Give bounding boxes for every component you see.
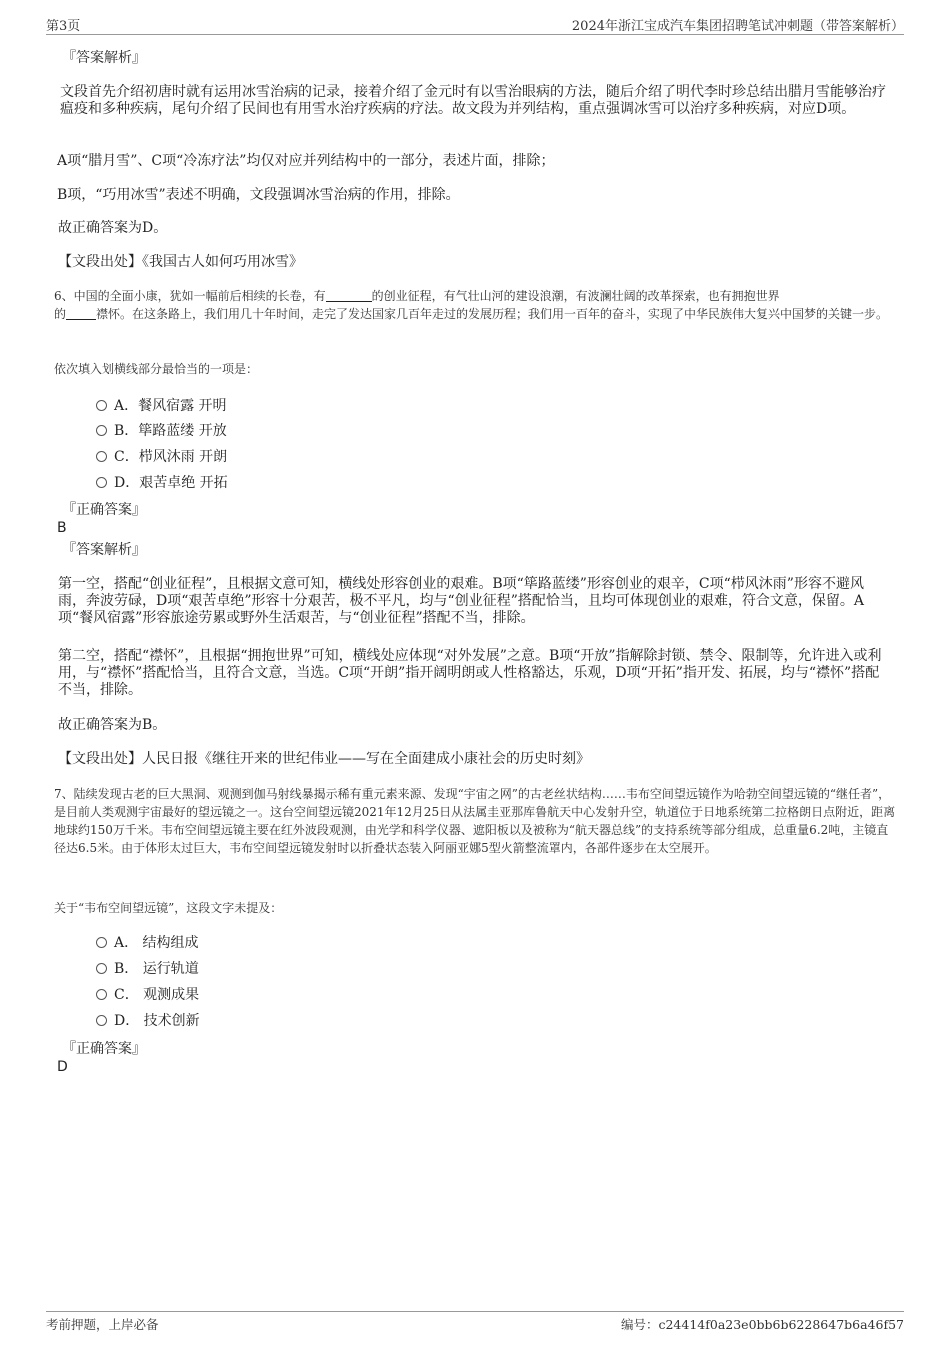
radio-icon[interactable]: [96, 1015, 107, 1026]
q7-option-b[interactable]: B． 运行轨道: [96, 960, 199, 978]
q6-analysis-paragraph-2: 第二空，搭配“襟怀”，且根据“拥抱世界”可知，横线处应体现“对外发展”之意。B项“开放”指解除封锁、禁令、限制等，允许进入或利用，与“襟怀”搭配恰当，且符合文意，当选。C项“开朗”指开阔明朗或人性格豁达，乐观，D项“开拓”指开发、拓展，均与“襟怀”搭配不当，排除。: [58, 648, 882, 698]
q6-source: 【文段出处】人民日报《继往开来的世纪伟业——写在全面建成小康社会的历史时刻》: [58, 751, 590, 767]
q6-blank-2: [66, 307, 96, 320]
q6-blank-1: [326, 289, 372, 302]
q6-answer-label: 『正确答案』: [62, 502, 146, 518]
q7-option-a[interactable]: A． 结构组成: [96, 934, 199, 952]
q7-option-c[interactable]: C． 观测成果: [96, 986, 199, 1004]
q7-answer-label: 『正确答案』: [62, 1041, 146, 1057]
q7-stem: 7、陆续发现古老的巨大黑洞、观测到伽马射线暴揭示稀有重元素来源、发现“宇宙之网”的古老丝状结构……韦布空间望远镜作为哈勃空间望远镜的“继任者”，是目前人类观测宇宙最好的望远镜之一。这台空间望远镜2021年12月25日从法属圭亚那库鲁航天中心发射升空，轨道位于日地系统第二拉格朗日点附近，距离地球约150万千米。韦布空间望远镜主要在红外波段观测，由光学和科学仪器、遮阳板以及被称为“航天器总线”的支持系统等部分组成，总重量6.2吨，主镜直径达6.5米。由于体形太过巨大，韦布空间望远镜发射时以折叠状态装入阿丽亚娜5型火箭整流罩内，各部件逐步在太空展开。: [54, 787, 896, 855]
radio-icon[interactable]: [96, 477, 107, 488]
q5-source: 【文段出处】《我国古人如何巧用冰雪》: [58, 254, 303, 270]
q5-analysis-paragraph-3: B项，“巧用冰雪”表述不明确，文段强调冰雪治病的作用，排除。: [57, 187, 460, 203]
q7-option-d[interactable]: D． 技术创新: [96, 1012, 200, 1030]
radio-icon[interactable]: [96, 963, 107, 974]
radio-icon[interactable]: [96, 937, 107, 948]
page-footer: [46, 1311, 904, 1334]
q6-option-b[interactable]: B．筚路蓝缕 开放: [96, 422, 227, 440]
q5-conclusion: 故正确答案为D。: [58, 220, 168, 236]
q6-option-d[interactable]: D．艰苦卓绝 开拓: [96, 474, 228, 492]
page-header: [46, 14, 904, 35]
document-code: 编号：c24414f0a23e0bb6b6228647b6a46f57: [620, 1317, 904, 1332]
radio-icon[interactable]: [96, 400, 107, 411]
q6-option-a[interactable]: A．餐风宿露 开明: [96, 397, 227, 415]
q7-answer: D: [57, 1059, 68, 1075]
q5-analysis-paragraph-1: 文段首先介绍初唐时就有运用冰雪治病的记录，接着介绍了金元时有以雪治眼病的方法，随后介绍了明代李时珍总结出腊月雪能够治疗瘟疫和多种疾病，尾句介绍了民间也有用雪水治疗疾病的疗法。故文段为并列结构，重点强调冰雪可以治疗多种疾病，对应D项。: [60, 84, 886, 117]
q6-prompt: 依次填入划横线部分最恰当的一项是：: [54, 362, 259, 376]
q5-analysis-paragraph-2: A项“腊月雪”、C项“冷冻疗法”均仅对应并列结构中的一部分，表述片面，排除；: [57, 153, 555, 169]
document-title: 2024年浙江宝成汽车集团招聘笔试冲刺题（带答案解析）: [571, 19, 904, 34]
radio-icon[interactable]: [96, 425, 107, 436]
radio-icon[interactable]: [96, 451, 107, 462]
q6-analysis-label: 『答案解析』: [62, 542, 146, 558]
q7-prompt: 关于“韦布空间望远镜”，这段文字未提及：: [54, 901, 283, 915]
page-number: 第3页: [46, 19, 81, 34]
q6-analysis-paragraph-1: 第一空，搭配“创业征程”，且根据文意可知，横线处形容创业的艰难。B项“筚路蓝缕”形容创业的艰辛，C项“栉风沐雨”形容不避风雨，奔波劳碌，D项“艰苦卓绝”形容十分艰苦，极不平凡，均与“创业征程”搭配恰当，且均可体现创业的艰难，符合文意，保留。A项“餐风宿露”形容旅途劳累或野外生活艰苦，与“创业征程”搭配不当，排除。: [58, 576, 864, 626]
q5-analysis-label: 『答案解析』: [62, 50, 146, 66]
radio-icon[interactable]: [96, 989, 107, 1000]
q6-stem: 6、中国的全面小康，犹如一幅前后相续的长卷，有 的创业征程，有气壮山河的建设浪潮，有波澜壮阔的改革探索，也有拥抱世界 的 襟怀。在这条路上，我们用几十年时间，走完了发达国家几百年走过的发展历程；我们用一百年的奋斗，实现了中华民族伟大复兴中国梦的关键一步。: [54, 289, 889, 321]
footer-slogan: 考前押题，上岸必备: [46, 1317, 159, 1332]
q6-option-c[interactable]: C．栉风沐雨 开朗: [96, 448, 227, 466]
q6-conclusion: 故正确答案为B。: [58, 717, 167, 733]
q6-answer: B: [57, 520, 67, 536]
